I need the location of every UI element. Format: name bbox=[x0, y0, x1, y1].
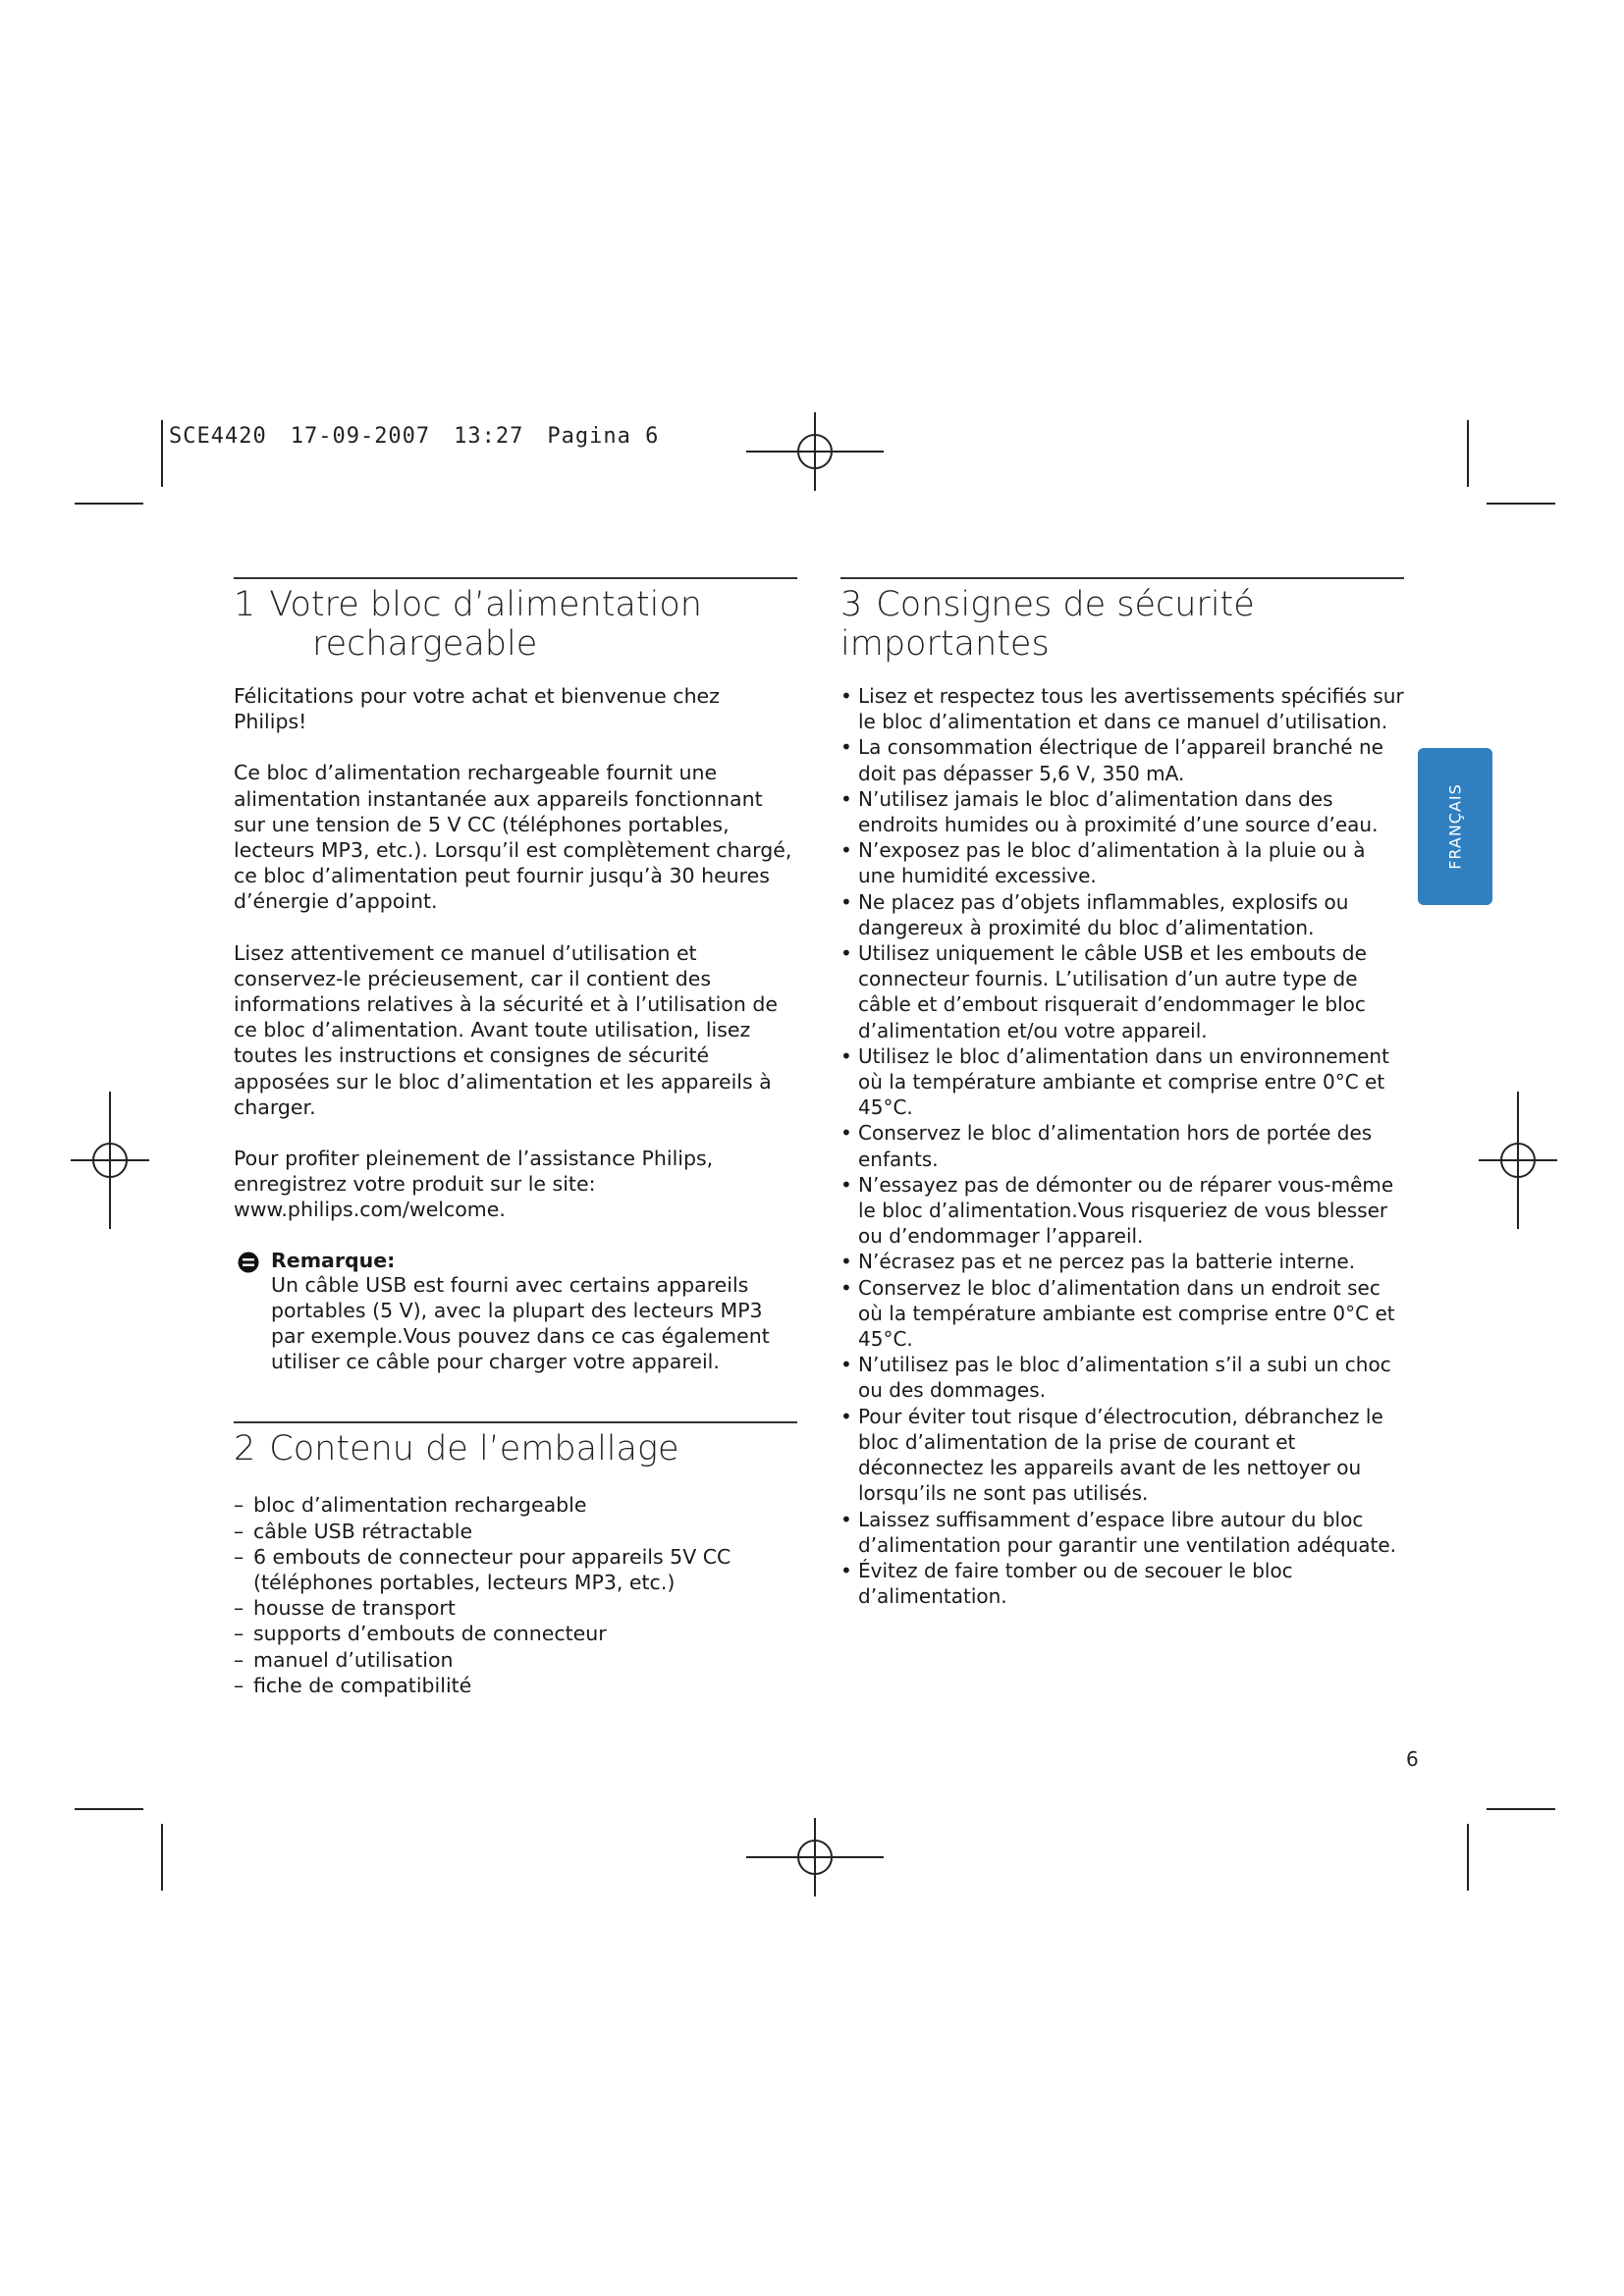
list-item: – supports d’embouts de connecteur bbox=[234, 1621, 797, 1646]
list-item: • N’utilisez jamais le bloc d’alimentation dans des endroits humides ou à proximité d’une source d’eau. bbox=[840, 786, 1404, 837]
section1-paragraph: Ce bloc d’alimentation rechargeable fournit une alimentation instantanée aux appareils fonctionnant sur une tension de 5 V CC (téléphones portables, lecteurs MP3, etc.). Lorsqu’il est complètement chargé, ce bloc d’alimentation peut fournir jusqu’à 30 heures d’énergie d’appoint. bbox=[234, 761, 792, 914]
list-item: • Utilisez le bloc d’alimentation dans un environnement où la température ambiante et comprise entre 0°C et 45°C. bbox=[840, 1043, 1404, 1121]
section1-heading bbox=[234, 585, 797, 664]
language-tab-label: FRANÇAIS bbox=[1445, 783, 1465, 870]
note-title: Remarque: bbox=[271, 1248, 396, 1272]
section1-paragraph: Pour profiter pleinement de l’assistance Philips, enregistrez votre produit sur le site: www.philips.com/welcome. bbox=[234, 1147, 714, 1222]
list-item: – 6 embouts de connecteur pour appareils 5V CC (téléphones portables, lecteurs MP3, etc.) bbox=[234, 1544, 797, 1595]
section1-number: 1 bbox=[234, 585, 256, 624]
list-item: – bloc d’alimentation rechargeable bbox=[234, 1492, 797, 1518]
list-item: • Utilisez uniquement le câble USB et les embouts de connecteur fournis. L’utilisation d’un autre type de câble et d’embout risquerait d’endommager le bloc d’alimentation et/ou votre appareil. bbox=[840, 940, 1404, 1043]
section3-heading bbox=[840, 585, 1404, 664]
registration-mark-left-icon bbox=[71, 1092, 149, 1229]
slug-code: SCE4420 bbox=[169, 424, 267, 449]
crop-mark-bottom-right-v bbox=[1467, 1824, 1469, 1891]
section1-title-line1: Votre bloc d’alimentation bbox=[269, 585, 702, 624]
crop-mark-top-right-v bbox=[1467, 420, 1469, 487]
slug-page-label: Pagina 6 bbox=[547, 424, 660, 449]
list-item: • N’utilisez pas le bloc d’alimentation s’il a subi un choc ou des dommages. bbox=[840, 1352, 1404, 1403]
list-item: – manuel d’utilisation bbox=[234, 1647, 797, 1673]
section1-body bbox=[234, 683, 797, 1223]
note-text: Un câble USB est fourni avec certains appareils portables (5 V), avec la plupart des lecteurs MP3 par exemple.Vous pouvez dans ce cas également utiliser ce câble pour charger votre appareil. bbox=[271, 1272, 770, 1374]
registration-mark-right-icon bbox=[1479, 1092, 1557, 1229]
section2-number: 2 bbox=[234, 1429, 256, 1469]
list-item: • N’essayez pas de démonter ou de réparer vous-même le bloc d’alimentation.Vous risqueriez de vous blesser ou d’endommager l’appareil. bbox=[840, 1172, 1404, 1250]
section1-title-line2: rechargeable bbox=[312, 624, 538, 664]
section3-title: Consignes de sécurité importantes bbox=[840, 585, 1255, 664]
section3-rule bbox=[840, 577, 1404, 579]
section1-paragraph: Lisez attentivement ce manuel d’utilisation et conservez-le précieusement, car il contient des informations relatives à la sécurité et à l’utilisation de ce bloc d’alimentation. Avant toute utilisation, lisez toutes les instructions et consignes de sécurité apposées sur le bloc d’alimentation et les appareils à charger. bbox=[234, 940, 778, 1119]
crop-mark-bottom-left-h bbox=[75, 1808, 143, 1810]
list-item: • La consommation électrique de l’appareil branché ne doit pas dépasser 5,6 V, 350 mA. bbox=[840, 734, 1404, 785]
section2-heading bbox=[234, 1429, 797, 1468]
list-item: • Ne placez pas d’objets inflammables, explosifs ou dangereux à proximité du bloc d’alimentation. bbox=[840, 889, 1404, 940]
list-item: – câble USB rétractable bbox=[234, 1519, 797, 1544]
section2-rule bbox=[234, 1421, 797, 1423]
list-item: • Conservez le bloc d’alimentation dans un endroit sec où la température ambiante est comprise entre 0°C et 45°C. bbox=[840, 1275, 1404, 1353]
section1-rule bbox=[234, 577, 797, 579]
slug-date: 17-09-2007 bbox=[290, 424, 431, 449]
print-slug bbox=[169, 424, 682, 449]
crop-mark-bottom-left-v bbox=[161, 1824, 163, 1891]
note-icon bbox=[238, 1252, 259, 1273]
crop-mark-top-left-h bbox=[75, 503, 143, 505]
registration-mark-bottom-icon bbox=[746, 1818, 884, 1896]
crop-mark-top-right-h bbox=[1487, 503, 1555, 505]
list-item: • Évitez de faire tomber ou de secouer le bloc d’alimentation. bbox=[840, 1558, 1404, 1609]
section2-title: Contenu de l’emballage bbox=[269, 1429, 679, 1469]
list-item: • Pour éviter tout risque d’électrocution, débranchez le bloc d’alimentation de la prise de courant et déconnectez les appareils avant de les nettoyer ou lorsqu’ils ne sont pas utilisés. bbox=[840, 1404, 1404, 1507]
left-column bbox=[234, 577, 797, 1698]
section1-paragraph: Félicitations pour votre achat et bienvenue chez Philips! bbox=[234, 684, 720, 734]
list-item: • Laissez suffisamment d’espace libre autour du bloc d’alimentation pour garantir une ventilation adéquate. bbox=[840, 1507, 1404, 1558]
list-item: – housse de transport bbox=[234, 1595, 797, 1621]
language-tab bbox=[1418, 748, 1492, 905]
list-item: – fiche de compatibilité bbox=[234, 1673, 797, 1698]
crop-mark-top-left-v bbox=[161, 420, 163, 487]
list-item: • N’écrasez pas et ne percez pas la batterie interne. bbox=[840, 1249, 1404, 1274]
page-number: 6 bbox=[1406, 1747, 1419, 1771]
section3-number: 3 bbox=[840, 585, 863, 624]
registration-mark-top-icon bbox=[746, 412, 884, 491]
list-item: • N’exposez pas le bloc d’alimentation à la pluie ou à une humidité excessive. bbox=[840, 837, 1404, 888]
safety-list bbox=[840, 683, 1404, 1609]
slug-time: 13:27 bbox=[454, 424, 524, 449]
list-item: • Lisez et respectez tous les avertissements spécifiés sur le bloc d’alimentation et dans ce manuel d’utilisation. bbox=[840, 683, 1404, 734]
right-column bbox=[840, 577, 1404, 1609]
list-item: • Conservez le bloc d’alimentation hors de portée des enfants. bbox=[840, 1120, 1404, 1171]
contents-list bbox=[234, 1492, 797, 1698]
note-block bbox=[234, 1249, 797, 1375]
crop-mark-bottom-right-h bbox=[1487, 1808, 1555, 1810]
